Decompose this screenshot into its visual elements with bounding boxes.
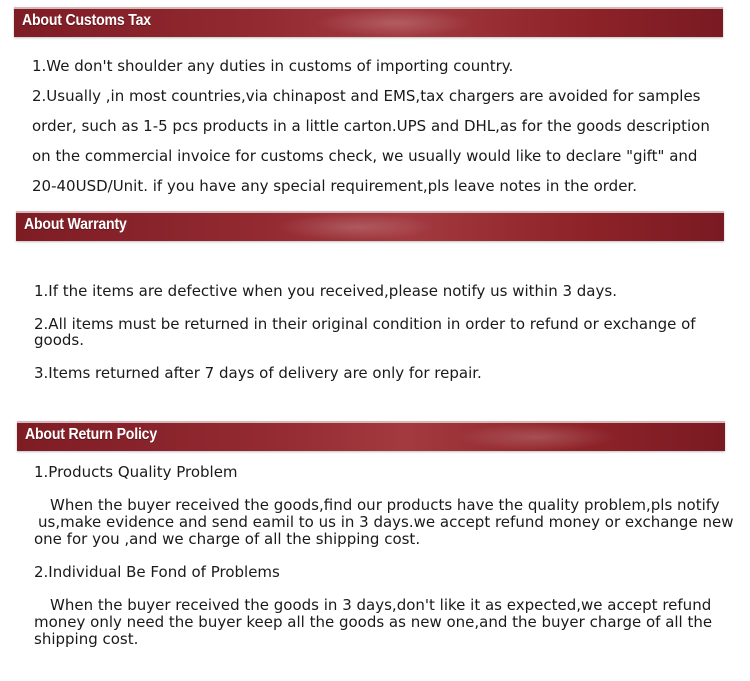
customs-p2-line2: order, such as 1-5 pcs products in a little carton.UPS and DHL,as for the goods description bbox=[32, 117, 710, 135]
return-h2: 2.Individual Be Fond of Problems bbox=[34, 563, 280, 581]
return-h1-line3: one for you ,and we charge of all the shipping cost. bbox=[34, 530, 421, 548]
customs-p1: 1.We don't shoulder any duties in customs of importing country. bbox=[32, 57, 514, 75]
customs-tax-banner bbox=[14, 7, 723, 37]
warranty-p3: 3.Items returned after 7 days of delivery are only for repair. bbox=[34, 364, 482, 382]
customs-tax-title: About Customs Tax bbox=[22, 12, 151, 29]
return-h2-line3: shipping cost. bbox=[34, 630, 139, 648]
return-policy-title: About Return Policy bbox=[25, 426, 157, 443]
warranty-p1: 1.If the items are defective when you received,please notify us within 3 days. bbox=[34, 282, 617, 300]
customs-p2-line3: on the commercial invoice for customs check, we usually would like to declare "gift" and bbox=[32, 147, 698, 165]
banner-glow bbox=[457, 423, 617, 451]
return-h1: 1.Products Quality Problem bbox=[34, 463, 238, 481]
customs-p2-line1: 2.Usually ,in most countries,via chinapost and EMS,tax chargers are avoided for samples bbox=[32, 87, 701, 105]
return-policy-banner bbox=[17, 421, 725, 451]
warranty-p2-line2: goods. bbox=[34, 331, 84, 349]
warranty-title: About Warranty bbox=[24, 216, 127, 233]
return-h1-line2: us,make evidence and send eamil to us in 3 days.we accept refund money or exchange new bbox=[38, 513, 734, 531]
warranty-p2-line1: 2.All items must be returned in their original condition in order to refund or exchange of bbox=[34, 315, 696, 333]
return-h2-line2: money only need the buyer keep all the goods as new one,and the buyer charge of all the bbox=[34, 613, 713, 631]
return-h1-line1: When the buyer received the goods,find our products have the quality problem,pls notify bbox=[50, 496, 720, 514]
banner-glow bbox=[276, 213, 436, 241]
banner-glow bbox=[314, 9, 474, 37]
return-h2-line1: When the buyer received the goods in 3 days,don't like it as expected,we accept refund bbox=[50, 596, 712, 614]
warranty-banner bbox=[16, 211, 724, 241]
customs-p2-line4: 20-40USD/Unit. if you have any special requirement,pls leave notes in the order. bbox=[32, 177, 637, 195]
